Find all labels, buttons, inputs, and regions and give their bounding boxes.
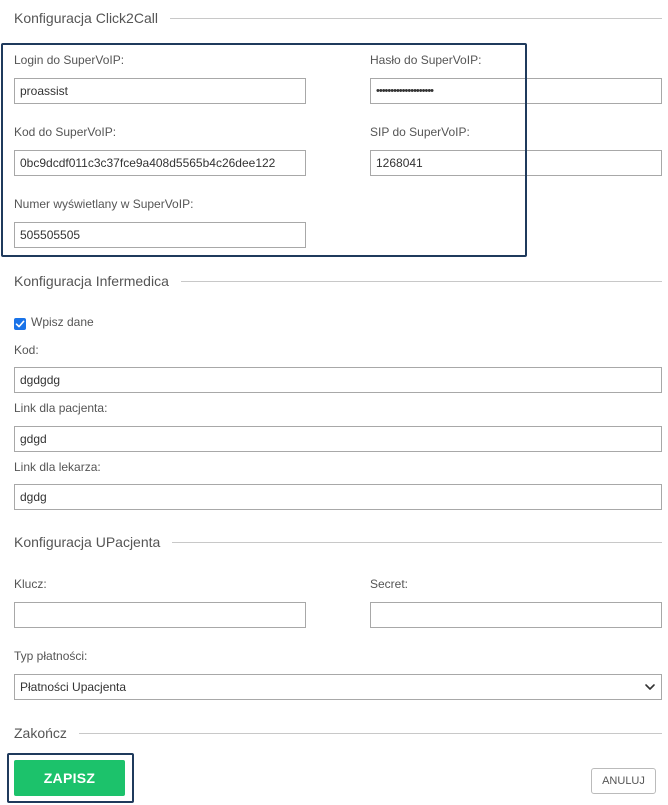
doctor-link-label: Link dla lekarza: <box>14 460 101 474</box>
infermedica-code-input[interactable] <box>14 367 662 393</box>
sip-input[interactable] <box>370 150 662 176</box>
display-number-input[interactable] <box>14 222 306 248</box>
login-label: Login do SuperVoIP: <box>14 53 125 67</box>
payment-type-select[interactable] <box>14 674 662 700</box>
payment-type-value: Płatności Upacjenta <box>20 680 127 694</box>
cancel-button[interactable]: ANULUJ <box>591 768 656 794</box>
save-button[interactable]: ZAPISZ <box>14 760 125 796</box>
password-label: Hasło do SuperVoIP: <box>370 53 482 67</box>
section-divider <box>181 281 662 282</box>
patient-link-label: Link dla pacjenta: <box>14 401 108 415</box>
secret-input[interactable] <box>370 602 662 628</box>
sip-label: SIP do SuperVoIP: <box>370 125 470 139</box>
section-divider <box>172 542 662 543</box>
section-finish-header <box>14 723 662 743</box>
display-number-label: Numer wyświetlany w SuperVoIP: <box>14 197 194 211</box>
payment-type-label: Typ płatności: <box>14 649 88 663</box>
enter-data-checkbox[interactable] <box>14 318 26 330</box>
patient-link-input[interactable] <box>14 426 662 452</box>
section-divider <box>79 733 662 734</box>
section-upacjenta-title: Konfiguracja UPacjenta <box>14 534 161 550</box>
code-label: Kod do SuperVoIP: <box>14 125 117 139</box>
login-input[interactable] <box>14 78 306 104</box>
enter-data-label[interactable]: Wpisz dane <box>31 315 94 329</box>
password-input[interactable] <box>370 78 662 104</box>
chevron-down-icon <box>644 681 656 693</box>
section-click2call-title: Konfiguracja Click2Call <box>14 10 158 26</box>
secret-label: Secret: <box>370 577 409 591</box>
section-click2call-header <box>14 8 662 28</box>
section-infermedica-title: Konfiguracja Infermedica <box>14 273 169 289</box>
code-input[interactable] <box>14 150 306 176</box>
key-input[interactable] <box>14 602 306 628</box>
section-upacjenta-header <box>14 532 662 552</box>
section-divider <box>170 18 662 19</box>
section-finish-title: Zakończ <box>14 725 67 741</box>
checkmark-icon <box>15 319 25 329</box>
section-infermedica-header <box>14 271 662 291</box>
key-label: Klucz: <box>14 577 47 591</box>
infermedica-code-label: Kod: <box>14 343 39 357</box>
doctor-link-input[interactable] <box>14 484 662 510</box>
